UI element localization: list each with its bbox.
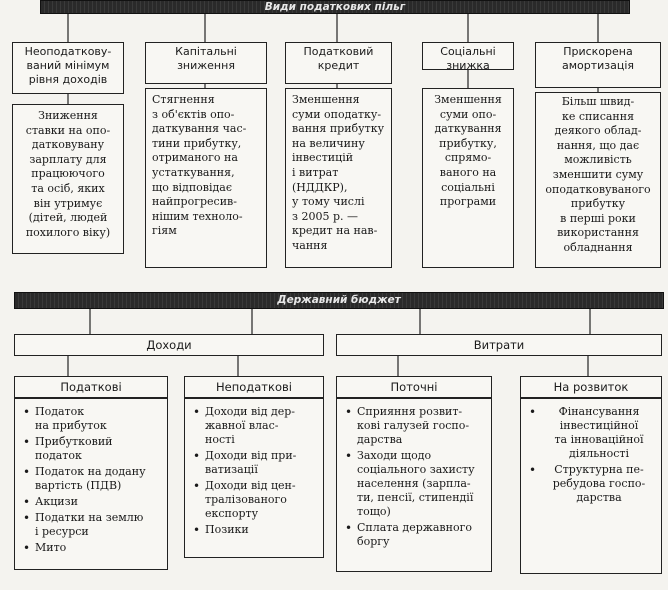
current-expenses-list: [336, 398, 492, 572]
nontax-revenues-list: [184, 398, 324, 558]
benefit-header-4: [422, 42, 514, 70]
list-item: • Позики: [191, 523, 319, 537]
list-item: • Сприяння розвит- кові галузей госпо- дарства: [343, 405, 487, 447]
list-item: • Сплата державного боргу: [343, 521, 487, 549]
list-item: • Фінансування інвестиційної та інноваційної діяльності: [527, 405, 657, 461]
benefit-header-label: Прискорена амортизація: [561, 45, 635, 72]
revenues-label: Доходи: [146, 338, 192, 352]
current-expenses-header: [336, 376, 492, 398]
tax-benefits-banner: [40, 0, 630, 14]
nontax-revenues-header: [184, 376, 324, 398]
list-item: • Доходи від цен- тралізованого експорту: [191, 479, 319, 521]
nontax-revenues-label: Неподаткові: [216, 380, 292, 394]
benefit-header-5: [535, 42, 661, 88]
benefit-body-2: Стягнення з об'єктів опо- даткування час- тини прибутку, отриманого на устаткування, що відповідає найпрогресив- нішим техноло- гіям: [145, 88, 267, 268]
tax-revenues-header: [14, 376, 168, 398]
list-item: • Податок на додану вартість (ПДВ): [21, 465, 163, 493]
list-item: • Заходи щодо соціального захисту населення (зарпла- ти, пенсії, стипендії тощо): [343, 449, 487, 519]
state-budget-banner: [14, 292, 664, 309]
benefit-header-1: [12, 42, 124, 94]
benefit-header-label: Капітальні зниження: [175, 45, 237, 72]
benefit-body-1: Зниження ставки на опо- датковувану зарплату для працюючого та осіб, яких він утримує (дітей, людей похилого віку): [12, 104, 124, 254]
benefit-body-4: Зменшення суми опо- даткування прибутку, спрямо- ваного на соціальні програми: [422, 88, 514, 268]
development-expenses-header: [520, 376, 662, 398]
list-item: • Доходи від при- ватизації: [191, 449, 319, 477]
current-expenses-label: Поточні: [390, 380, 438, 394]
development-expenses-list: [520, 398, 662, 574]
benefit-header-2: [145, 42, 267, 84]
benefit-header-label: Соціальні знижка: [440, 45, 496, 72]
list-item: • Податки на землю і ресурси: [21, 511, 163, 539]
list-item: • Структурна пе- ребудова госпо- дарства: [527, 463, 657, 505]
benefit-body-3: Зменшення суми оподатку- вання прибутку на величину інвестицій і витрат (НДДКР), у тому числі з 2005 р. — кредит на нав- чання: [285, 88, 392, 268]
benefit-header-3: [285, 42, 392, 84]
list-item: • Мито: [21, 541, 163, 555]
expenses-label: Витрати: [473, 338, 525, 352]
development-expenses-label: На розвиток: [553, 380, 629, 394]
list-item: • Податок на прибуток: [21, 405, 163, 433]
tax-revenues-label: Податкові: [60, 380, 122, 394]
tax-benefits-title: Види податкових пільг: [264, 1, 406, 13]
list-item: • Доходи від дер- жавної влас- ності: [191, 405, 319, 447]
tax-revenues-list: [14, 398, 168, 570]
list-item: • Акцизи: [21, 495, 163, 509]
state-budget-title: Державний бюджет: [277, 294, 401, 306]
expenses-header: [336, 334, 662, 356]
benefit-header-label: Податковий кредит: [303, 45, 374, 72]
list-item: • Прибутковий податок: [21, 435, 163, 463]
revenues-header: [14, 334, 324, 356]
benefit-body-5: Більш швид- ке списання деякого облад- нання, що дає можливість зменшити суму оподатковуваного прибутку в перші роки використання обладнання: [535, 92, 661, 268]
benefit-header-label: Неоподаткову- ваний мінімум рівня доходів: [24, 45, 112, 86]
